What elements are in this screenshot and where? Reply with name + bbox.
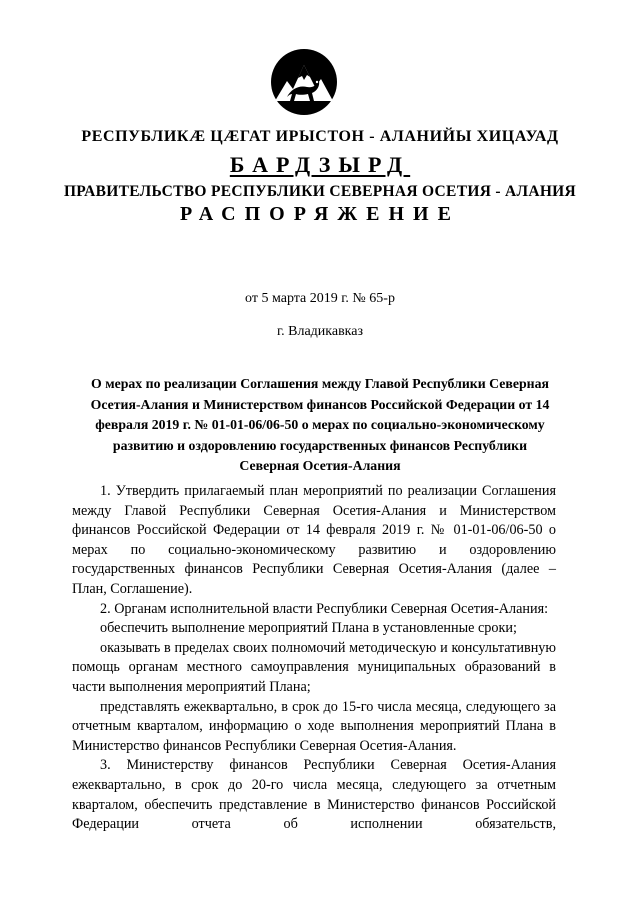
document-title: О мерах по реализации Соглашения между Главой Республики Северная Осетия-Алания и Министерством финансов Российской Федерации от 14 февраля 2019 г. № 01-01-06/06-50 о мерах по социально-экономическому развитию и оздоровлению государственных финансов Республики Северная Осетия-Алания — [90, 376, 550, 474]
paragraph-2-item-3: представлять ежеквартально, в срок до 15-го числа месяца, следующего за отчетным кварталом, информацию о ходе выполнения мероприятий Плана в Министерство финансов Республики Северная Осетия-Алания. — [72, 698, 556, 754]
paragraph-2: 2. Органам исполнительной власти Республики Северная Осетия-Алания: — [100, 600, 549, 617]
date-number-line: от 5 марта 2019 г. № 65-р — [245, 291, 395, 306]
coat-of-arms-icon — [269, 47, 339, 117]
paragraph-3: 3. Министерству финансов Республики Северная Осетия-Алания ежеквартально, в срок до 20-го числа месяца, следующего за отчетным кварталом, обеспечить представление в Министерство финансов Российской Федерации отчета об исполнении обязательств, — [72, 757, 556, 833]
header-ossetian-line: РЕСПУБЛИКÆ ЦÆГАТ ИРЫСТОН - АЛАНИЙЫ ХИЦАУАД — [81, 128, 559, 145]
header-russian-line: ПРАВИТЕЛЬСТВО РЕСПУБЛИКИ СЕВЕРНАЯ ОСЕТИЯ - АЛАНИЯ — [63, 183, 577, 200]
document-body — [72, 482, 556, 835]
paragraph-2-item-2: оказывать в пределах своих полномочий методическую и консультативную помощь органам местного самоуправления муниципальных образований в части выполнения мероприятий Плана; — [72, 639, 556, 695]
paragraph-1: 1. Утвердить прилагаемый план мероприятий по реализации Соглашения между Главой Республики Северная Осетия-Алания и Министерством финансов Российской Федерации от 14 февраля 2019 г. № 01-01-06/06-50 о мерах по социально-экономическому развитию и оздоровлению государственных финансов Республики Северная Осетия-Алания (далее – План, Соглашение). — [72, 483, 556, 597]
header-ossetian-doc-type: БАРДЗЫРД — [229, 152, 411, 177]
paragraph-2-item-1: обеспечить выполнение мероприятий Плана в установленные сроки; — [100, 620, 517, 637]
city-line: г. Владикавказ — [276, 324, 364, 339]
header-russian-doc-type: РАСПОРЯЖЕНИЕ — [180, 203, 460, 225]
